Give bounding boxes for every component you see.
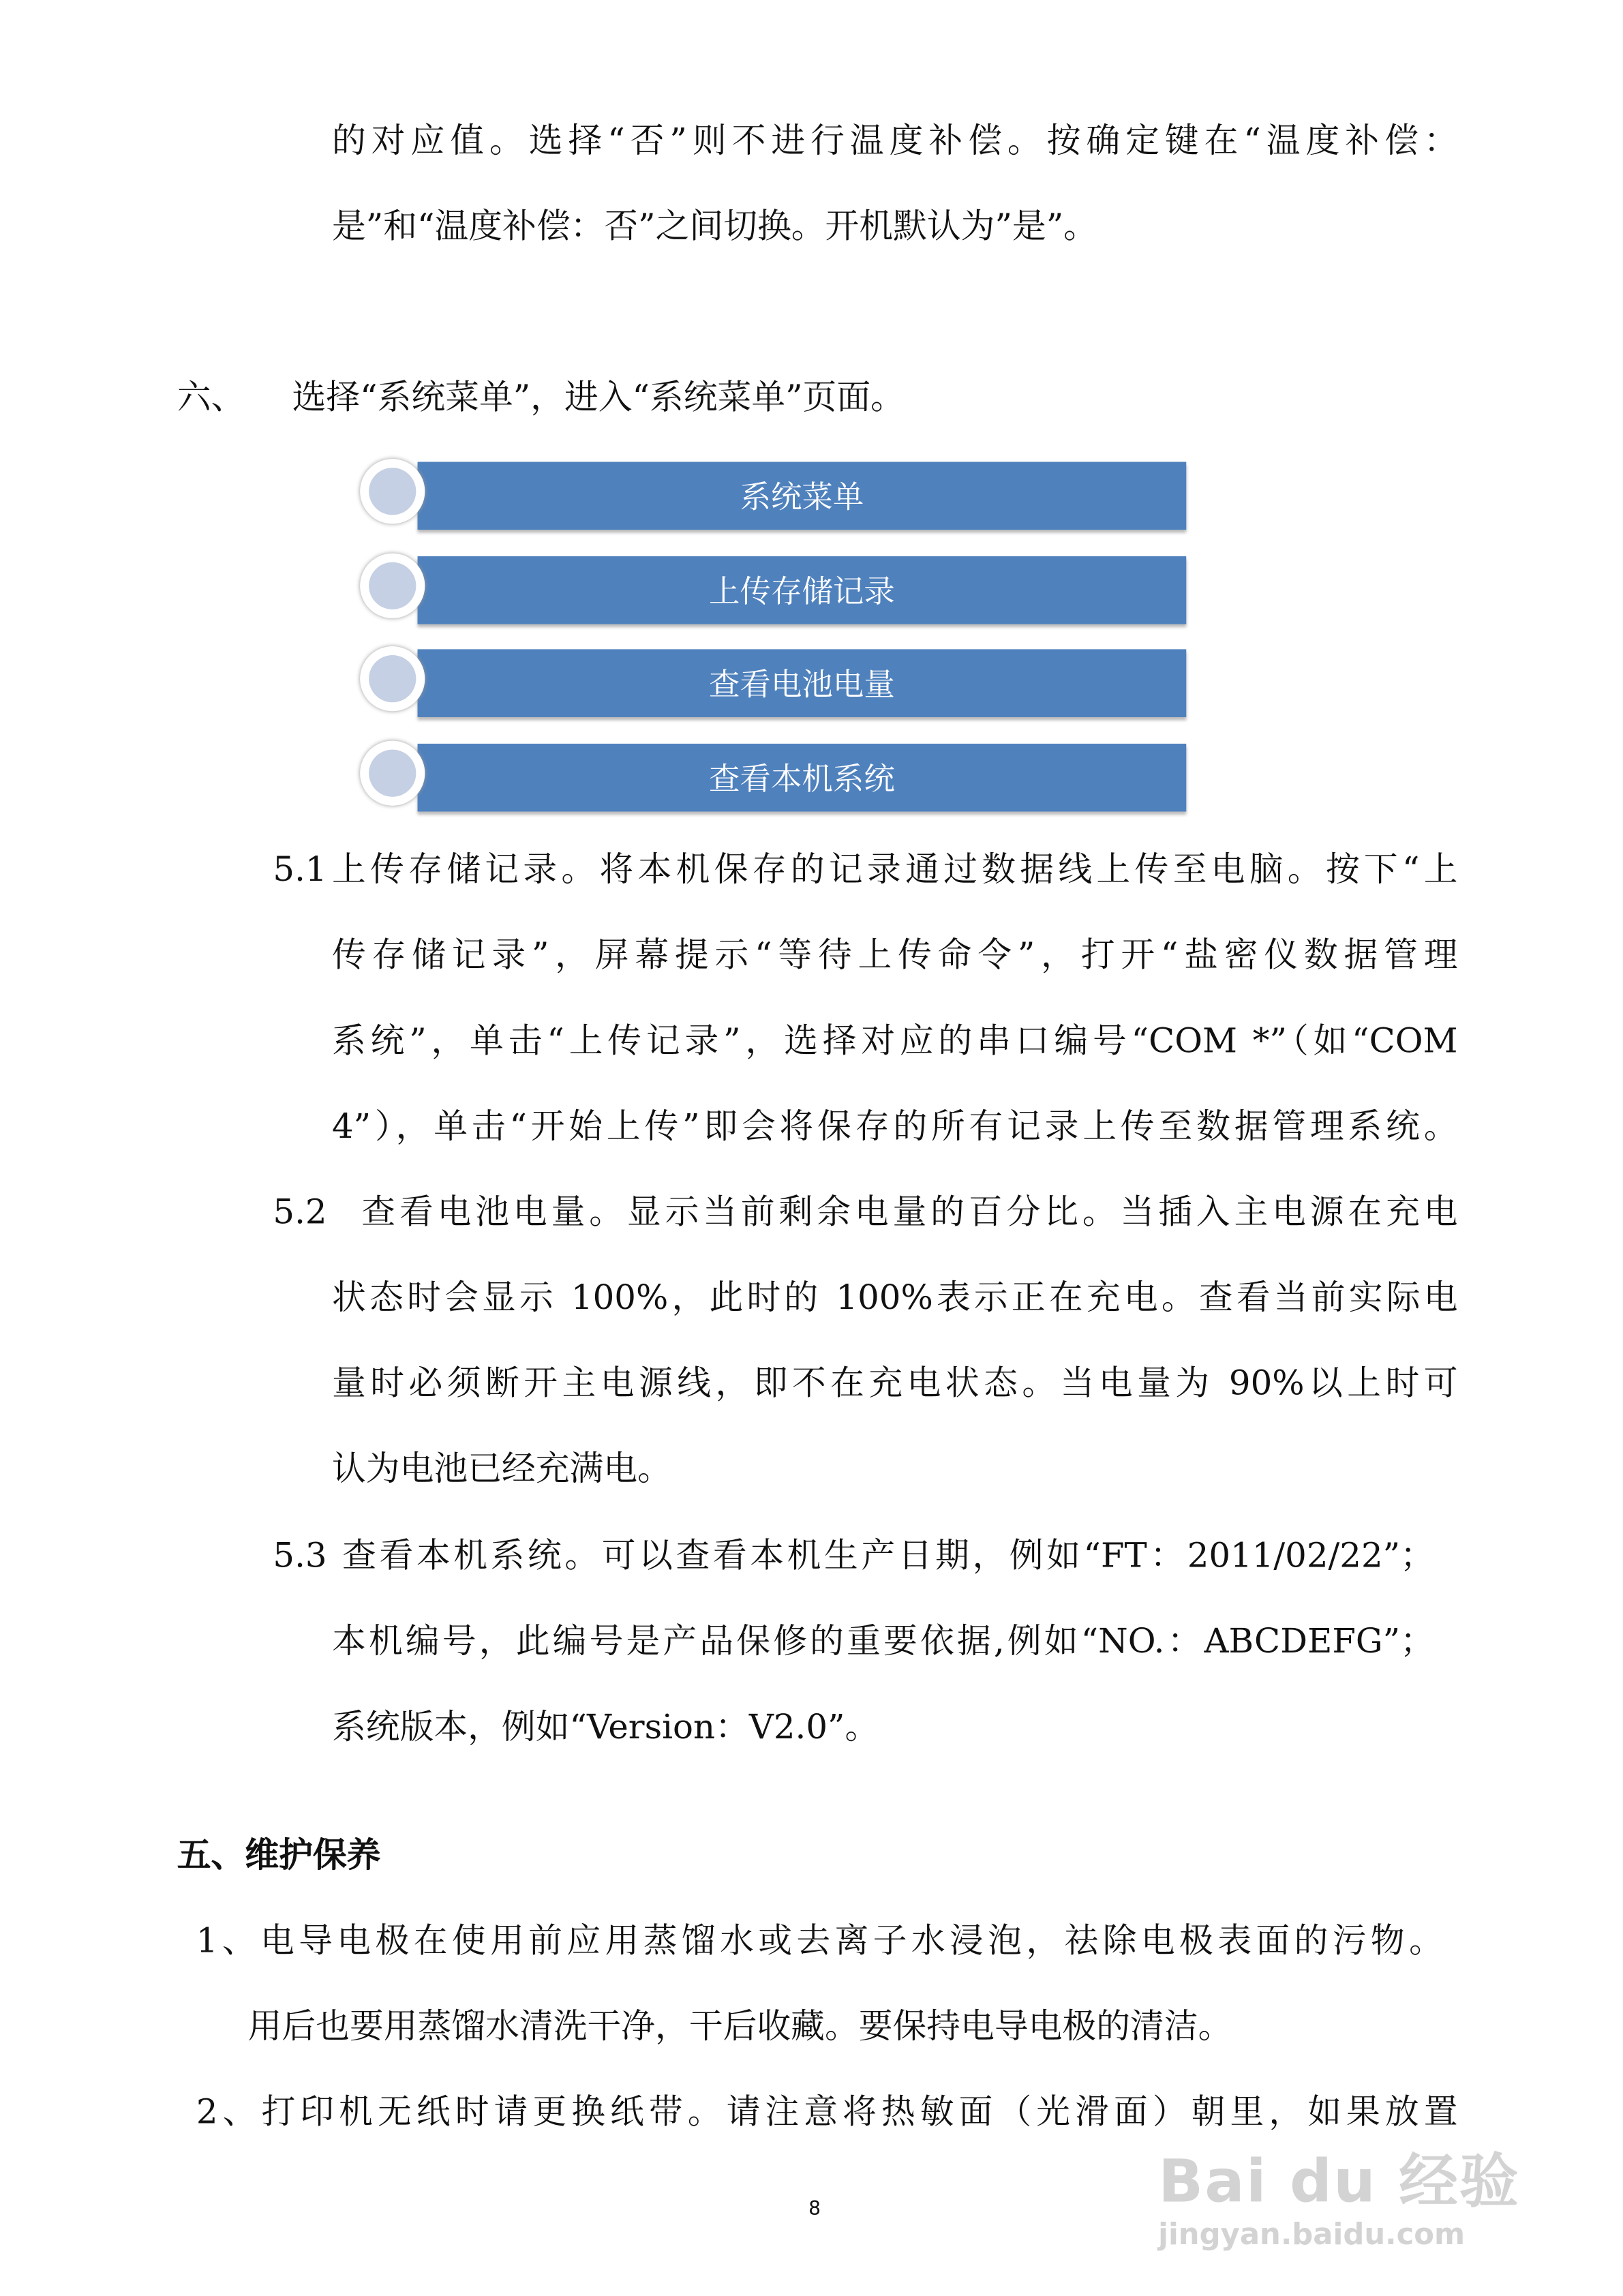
watermark-logo: Bai du 经验 [1158, 2148, 1520, 2217]
section-heading: 选择“系统菜单”，进入“系统菜单”页面。 [292, 379, 905, 418]
section-heading: 五、维护保养 [177, 1837, 381, 1876]
paragraph-line: 本机编号，此编号是产品保修的重要依据,例如“NO.：ABCDEFG”； [332, 1622, 1434, 1662]
menu-item-battery [360, 649, 1186, 717]
circle-bullet-icon [360, 646, 425, 711]
menu-item-upload-records [360, 556, 1186, 624]
subsection-number: 5.2 [273, 1194, 327, 1233]
paragraph-line: 4”），单击“开始上传”即会将保存的所有记录上传至数据管理系统。 [332, 1108, 1458, 1147]
circle-bullet-icon [360, 741, 425, 806]
paragraph-line: 上传存储记录。将本机保存的记录通过数据线上传至电脑。按下“上 [332, 851, 1458, 890]
menu-item-system-menu [360, 462, 1186, 530]
paragraph-line: 查看电池电量。显示当前剩余电量的百分比。当插入主电源在充电 [361, 1194, 1458, 1233]
paragraph-line: 传存储记录”，屏幕提示“等待上传命令”，打开“盐密仪数据管理 [332, 937, 1458, 976]
paragraph-line: 系统”，单击“上传记录”，选择对应的串口编号“COM *”（如“COM [332, 1022, 1458, 1061]
paragraph-line: 系统版本，例如“Version：V2.0”。 [332, 1708, 879, 1747]
circle-bullet-icon [360, 554, 425, 618]
menu-item-system-info [360, 744, 1186, 812]
menu-label: 查看本机系统 [418, 744, 1187, 812]
paragraph-line: 状态时会显示 100%，此时的 100%表示正在充电。查看当前实际电 [332, 1279, 1458, 1318]
menu-label: 系统菜单 [418, 462, 1187, 530]
circle-bullet-icon [360, 459, 425, 524]
paragraph-line: 2、打印机无纸时请更换纸带。请注意将热敏面（光滑面）朝里，如果放置 [196, 2094, 1458, 2132]
paragraph-line: 量时必须断开主电源线，即不在充电状态。当电量为 90%以上时可 [332, 1365, 1458, 1404]
baidu-watermark [1158, 2149, 1520, 2252]
watermark-url: jingyan.baidu.com [1158, 2216, 1466, 2252]
subsection-number: 5.1 [273, 851, 327, 890]
subsection-number: 5.3 [273, 1537, 327, 1576]
paragraph-line: 查看本机系统。可以查看本机生产日期，例如“FT：2011/02/22”； [342, 1537, 1434, 1576]
page-number: 8 [808, 2199, 821, 2221]
paragraph-line: 1、电导电极在使用前应用蒸馏水或去离子水浸泡，祛除电极表面的污物。 [196, 1922, 1443, 1961]
menu-label: 查看电池电量 [418, 649, 1187, 717]
paragraph-line: 认为电池已经充满电。 [332, 1450, 671, 1489]
paragraph-line: 用后也要用蒸馏水清洗干净，干后收藏。要保持电导电极的清洁。 [247, 2008, 1232, 2047]
paragraph-line: 的对应值。选择“否”则不进行温度补偿。按确定键在“温度补偿： [332, 122, 1458, 161]
section-number: 六、 [177, 379, 245, 418]
menu-label: 上传存储记录 [418, 556, 1187, 624]
paragraph-line: 是”和“温度补偿：否”之间切换。开机默认为”是”。 [332, 208, 1097, 247]
